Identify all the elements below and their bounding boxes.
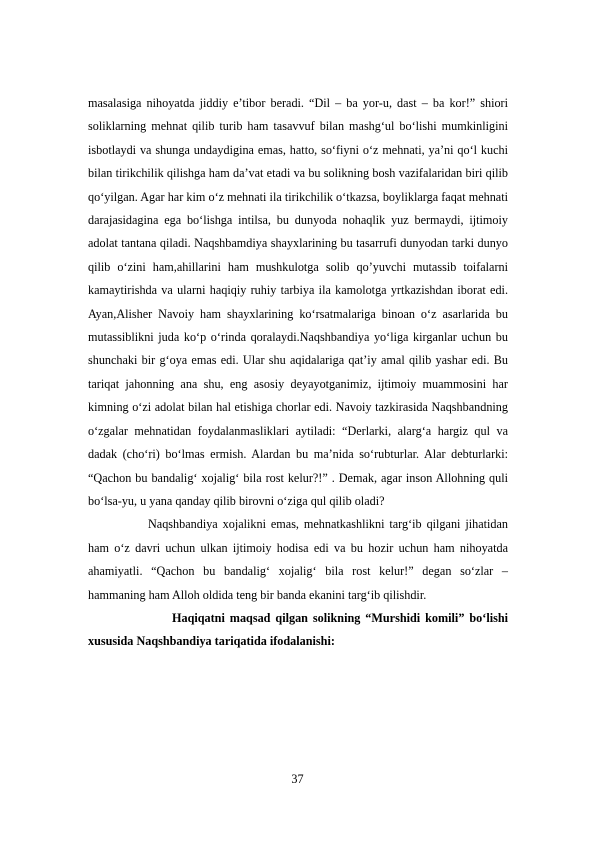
document-body (88, 92, 508, 654)
page-number: 37 (291, 772, 304, 786)
section-heading: Haqiqatni maqsad qilgan solikning “Murshidi komili” bo‘lishi xususida Naqshbandiya tariqatida ifodalanishi: (88, 610, 508, 649)
paragraph-2: Naqshbandiya xojalikni emas, mehnatkashlikni targ‘ib qilgani jihatidan ham o‘z davri uchun ulkan ijtimoiy hodisa edi va bu hozir uchun ham nihoyatda ahamiyatli. “Qachon bu bandalig‘ xojalig‘ bila rost kelur!” degan so‘zlar – hammaning ham Alloh oldida teng bir banda ekanini targ‘ib qilishdir. (88, 517, 508, 602)
paragraph-1: masalasiga nihoyatda jiddiy e’tibor beradi. “Dil – ba yor-u, dast – ba kor!” shiori soliklarning mehnat qilib turib ham tasavvuf bilan mashg‘ul bo‘lishi mumkinligini isbotlaydi va shunga undaydigina emas, hatto, so‘fiyni o‘z mehnati, ya’ni qo‘l kuchi bilan tirikchilik qilishga ham da’vat etadi va bu solikning bosh vazifalaridan biri qilib qo‘yilgan. Agar har kim o‘z mehnati ila tirikchilik o‘tkazsa, boyliklarga faqat mehnati darajasidagina ega bo‘lishga intilsa, bu dunyoda nohaqlik yuz bermaydi, ijtimoiy adolat tantana qiladi. Naqshbamdiya shayxlarining bu tasarrufi dunyodan tarki dunyo qilib o‘zini ham,ahillarini ham mushkulotga solib qo’yuvchi mutassib toifalarni kamaytirishda va ularni haqiqiy ruhiy tarbiya ila kamolotga yrtkazishdan iborat edi. Ayan,Alisher Navoiy ham shayxlarining ko‘rsatmalariga binoan o‘z asarlarida bu mutassiblikni juda ko‘p o‘rinda qoralaydi.Naqshbandiya yo‘liga kirganlar uchun bu shunchaki bir g‘oya emas edi. Ular shu aqidalariga qat’iy amal qilib yashar edi. Bu tariqat jahonning ana shu, eng asosiy deyayotganimiz, ijtimoiy muammosini har kimning o‘zi adolat bilan hal etishiga chorlar edi. Navoiy tazkirasida Naqshbandning o‘zgalar mehnatidan foydalanmasliklari aytiladi: “Derlarki, alarg‘a hargiz qul va dadak (cho‘ri) bo‘lmas ermish. Alardan bu ma’nida so‘rubturlar. Alar debturlarki: “Qachon bu bandalig‘ xojalig‘ bila rost kelur?!” . Demak, agar inson Allohning quli bo‘lsa-yu, u yana qanday qilib birovni o‘ziga qul qilib oladi? (88, 96, 508, 508)
